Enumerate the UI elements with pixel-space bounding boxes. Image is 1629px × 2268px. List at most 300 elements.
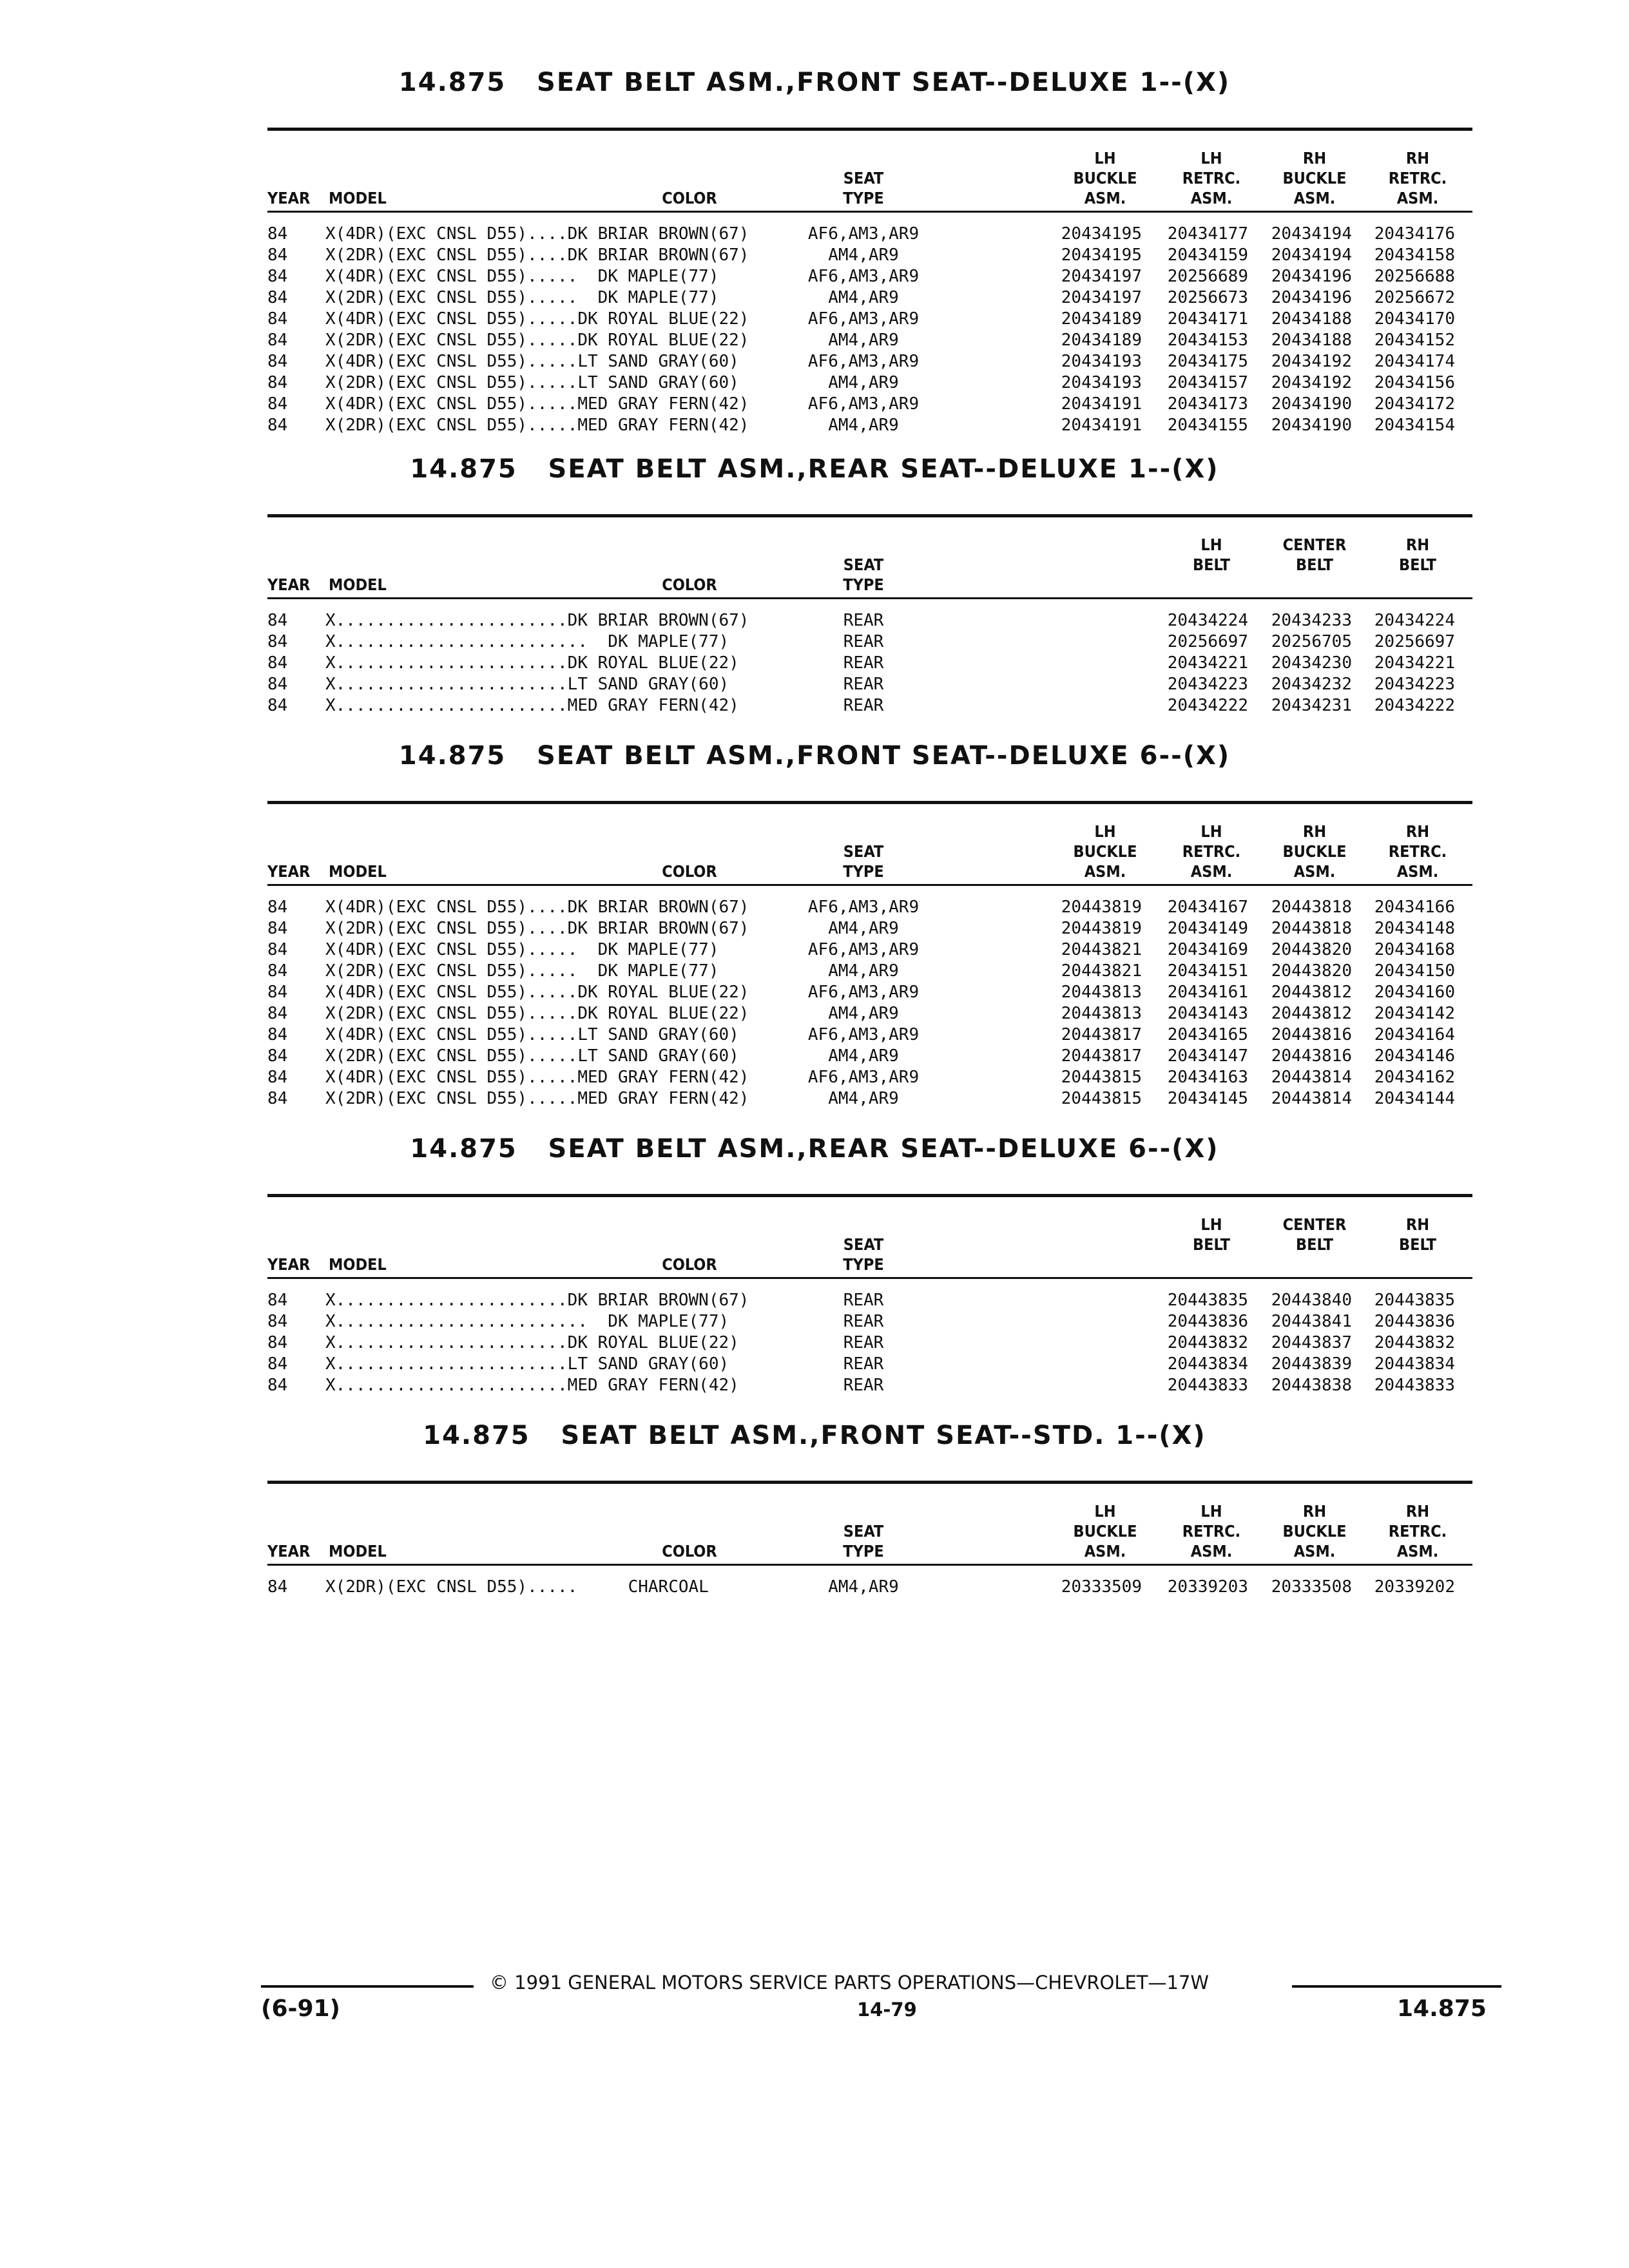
cell-part-2: 20443835 — [1167, 1291, 1248, 1310]
cell-part-1: 20434189 — [1061, 331, 1142, 350]
cell-part-3: 20443818 — [1271, 919, 1352, 938]
cell-part-4: 20434154 — [1374, 416, 1455, 435]
cell-model-color: X.......................DK ROYAL BLUE(22) — [325, 653, 739, 673]
cell-seat-type: AF6,AM3,AR9 — [807, 940, 920, 959]
column-header-year: YEAR — [267, 1255, 311, 1274]
cell-part-2: 20443832 — [1167, 1333, 1248, 1352]
cell-part-4: 20256697 — [1374, 632, 1455, 651]
cell-seat-type: AM4,AR9 — [828, 416, 899, 435]
cell-year: 84 — [267, 1312, 288, 1331]
column-header-color: COLOR — [662, 1542, 717, 1561]
cell-part-2: 20434222 — [1167, 696, 1248, 715]
cell-model-color: X(4DR)(EXC CNSL D55).....DK ROYAL BLUE(22) — [325, 983, 749, 1002]
cell-part-4: 20434223 — [1374, 675, 1455, 694]
cell-year: 84 — [267, 331, 288, 350]
cell-model-color: X(2DR)(EXC CNSL D55).....LT SAND GRAY(60) — [325, 1046, 739, 1066]
cell-part-3: 20434196 — [1271, 267, 1352, 286]
cell-part-4: 20434174 — [1374, 352, 1455, 371]
cell-part-2: 20256689 — [1167, 267, 1248, 286]
table-row — [0, 309, 1629, 330]
cell-seat-type: REAR — [843, 632, 884, 651]
cell-part-4: 20434164 — [1374, 1025, 1455, 1044]
cell-year: 84 — [267, 983, 288, 1002]
cell-part-4: 20434148 — [1374, 919, 1455, 938]
cell-year: 84 — [267, 1046, 288, 1066]
column-header-year: YEAR — [267, 189, 311, 207]
section-title: 14.875 SEAT BELT ASM.,REAR SEAT--DELUXE 1--(X) — [410, 454, 1219, 484]
cell-part-1: 20443815 — [1061, 1089, 1142, 1108]
column-header-rh-buckle: RH BUCKLE ASM. — [1282, 149, 1347, 207]
cell-part-2: 20434151 — [1167, 961, 1248, 981]
cell-part-2: 20434155 — [1167, 416, 1248, 435]
cell-year: 84 — [267, 919, 288, 938]
cell-seat-type: REAR — [843, 696, 884, 715]
cell-seat-type: AM4,AR9 — [828, 373, 899, 392]
table-row — [0, 961, 1629, 982]
footer-date: (6-91) — [261, 1995, 340, 2022]
cell-part-3: 20434233 — [1271, 611, 1352, 630]
column-header-model: MODEL — [329, 1255, 387, 1274]
cell-part-3: 20434188 — [1271, 309, 1352, 329]
cell-seat-type: AF6,AM3,AR9 — [807, 224, 920, 244]
parts-table-body — [0, 1577, 1629, 1598]
cell-year: 84 — [267, 940, 288, 959]
column-header-rh-retractor: RH RETRC. ASM. — [1388, 149, 1447, 207]
column-header-color: COLOR — [662, 862, 717, 881]
cell-part-3: 20443837 — [1271, 1333, 1352, 1352]
column-header-lh-belt: LH BELT — [1192, 1215, 1231, 1254]
table-row — [0, 1577, 1629, 1598]
cell-part-2: 20434153 — [1167, 331, 1248, 350]
cell-part-1: 20443821 — [1061, 940, 1142, 959]
cell-part-4: 20434144 — [1374, 1089, 1455, 1108]
cell-seat-type: AF6,AM3,AR9 — [807, 983, 920, 1002]
table-row — [0, 610, 1629, 631]
table-row — [0, 1088, 1629, 1110]
cell-part-1: 20434195 — [1061, 224, 1142, 244]
cell-part-1: 20443813 — [1061, 983, 1142, 1002]
cell-part-2: 20256697 — [1167, 632, 1248, 651]
table-row — [0, 266, 1629, 287]
cell-year: 84 — [267, 373, 288, 392]
cell-part-3: 20333508 — [1271, 1577, 1352, 1597]
cell-model-color: X.......................DK ROYAL BLUE(22) — [325, 1333, 739, 1352]
cell-seat-type: REAR — [843, 611, 884, 630]
cell-part-4: 20434222 — [1374, 696, 1455, 715]
cell-year: 84 — [267, 416, 288, 435]
section-title: 14.875 SEAT BELT ASM.,FRONT SEAT--STD. 1--(X) — [423, 1421, 1206, 1450]
cell-seat-type: AM4,AR9 — [828, 1046, 899, 1066]
cell-seat-type: AF6,AM3,AR9 — [807, 267, 920, 286]
cell-part-2: 20434157 — [1167, 373, 1248, 392]
footer-rule-left — [261, 1985, 474, 1988]
cell-part-4: 20256672 — [1374, 288, 1455, 307]
cell-part-4: 20339202 — [1374, 1577, 1455, 1597]
cell-part-2: 20434167 — [1167, 898, 1248, 917]
cell-part-3: 20443818 — [1271, 898, 1352, 917]
cell-model-color: X(4DR)(EXC CNSL D55)....DK BRIAR BROWN(67) — [325, 224, 749, 244]
cell-seat-type: AM4,AR9 — [828, 245, 899, 265]
cell-seat-type: AM4,AR9 — [828, 288, 899, 307]
cell-model-color: X(2DR)(EXC CNSL D55)....DK BRIAR BROWN(67) — [325, 919, 749, 938]
cell-part-4: 20434176 — [1374, 224, 1455, 244]
cell-seat-type: AF6,AM3,AR9 — [807, 1025, 920, 1044]
cell-part-2: 20434221 — [1167, 653, 1248, 673]
table-row — [0, 1003, 1629, 1024]
cell-seat-type: AM4,AR9 — [828, 1004, 899, 1023]
column-header-seat-type: SEAT TYPE — [843, 1235, 884, 1274]
cell-part-3: 20443814 — [1271, 1068, 1352, 1087]
cell-model-color: X.......................MED GRAY FERN(42) — [325, 1376, 739, 1395]
column-header-color: COLOR — [662, 575, 717, 594]
table-row — [0, 1332, 1629, 1354]
cell-part-3: 20443814 — [1271, 1089, 1352, 1108]
table-row — [0, 631, 1629, 653]
column-header-color: COLOR — [662, 1255, 717, 1274]
column-header-lh-retractor: LH RETRC. ASM. — [1182, 1502, 1241, 1561]
cell-part-4: 20443833 — [1374, 1376, 1455, 1395]
parts-table-body — [0, 897, 1629, 1110]
header-rule-top — [267, 1194, 1472, 1197]
cell-part-3: 20434188 — [1271, 331, 1352, 350]
header-rule-top — [267, 514, 1472, 517]
table-row — [0, 897, 1629, 918]
cell-part-1: 20443817 — [1061, 1046, 1142, 1066]
cell-year: 84 — [267, 1354, 288, 1374]
header-rule-bottom — [267, 1277, 1472, 1279]
cell-part-4: 20434172 — [1374, 394, 1455, 414]
cell-seat-type: AM4,AR9 — [828, 1089, 899, 1108]
cell-part-3: 20443816 — [1271, 1046, 1352, 1066]
table-row — [0, 674, 1629, 695]
column-header-lh-retractor: LH RETRC. ASM. — [1182, 149, 1241, 207]
cell-part-3: 20434232 — [1271, 675, 1352, 694]
column-header-model: MODEL — [329, 189, 387, 207]
cell-year: 84 — [267, 1376, 288, 1395]
cell-part-1: 20443815 — [1061, 1068, 1142, 1087]
cell-part-4: 20443835 — [1374, 1291, 1455, 1310]
cell-part-2: 20443836 — [1167, 1312, 1248, 1331]
table-row — [0, 653, 1629, 674]
column-header-model: MODEL — [329, 862, 387, 881]
section-title: 14.875 SEAT BELT ASM.,REAR SEAT--DELUXE 6--(X) — [410, 1134, 1219, 1164]
column-header-rh-belt: RH BELT — [1398, 535, 1437, 574]
column-header-lh-buckle: LH BUCKLE ASM. — [1073, 1502, 1137, 1561]
cell-part-4: 20434168 — [1374, 940, 1455, 959]
cell-part-3: 20434192 — [1271, 373, 1352, 392]
cell-year: 84 — [267, 1333, 288, 1352]
cell-part-1: 20434191 — [1061, 416, 1142, 435]
column-header-lh-buckle: LH BUCKLE ASM. — [1073, 822, 1137, 881]
cell-year: 84 — [267, 245, 288, 265]
cell-part-4: 20256688 — [1374, 267, 1455, 286]
cell-seat-type: AF6,AM3,AR9 — [807, 898, 920, 917]
column-header-lh-buckle: LH BUCKLE ASM. — [1073, 149, 1137, 207]
cell-part-2: 20434169 — [1167, 940, 1248, 959]
column-header-lh-belt: LH BELT — [1192, 535, 1231, 574]
cell-year: 84 — [267, 267, 288, 286]
cell-part-3: 20434190 — [1271, 416, 1352, 435]
cell-seat-type: REAR — [843, 653, 884, 673]
cell-model-color: X(4DR)(EXC CNSL D55).....LT SAND GRAY(60) — [325, 352, 739, 371]
cell-part-2: 20434175 — [1167, 352, 1248, 371]
cell-part-2: 20434143 — [1167, 1004, 1248, 1023]
cell-part-4: 20434224 — [1374, 611, 1455, 630]
cell-year: 84 — [267, 352, 288, 371]
cell-model-color: X(2DR)(EXC CNSL D55)..... DK MAPLE(77) — [325, 961, 719, 981]
cell-part-4: 20434160 — [1374, 983, 1455, 1002]
cell-part-3: 20434196 — [1271, 288, 1352, 307]
column-header-model: MODEL — [329, 1542, 387, 1561]
table-row — [0, 695, 1629, 716]
cell-part-3: 20434192 — [1271, 352, 1352, 371]
cell-part-2: 20434161 — [1167, 983, 1248, 1002]
cell-part-4: 20434221 — [1374, 653, 1455, 673]
cell-model-color: X(4DR)(EXC CNSL D55).....DK ROYAL BLUE(22) — [325, 309, 749, 329]
parts-table-body — [0, 1290, 1629, 1396]
table-row — [0, 1354, 1629, 1375]
cell-part-2: 20434171 — [1167, 309, 1248, 329]
cell-model-color: X......................... DK MAPLE(77) — [325, 1312, 729, 1331]
cell-part-4: 20434146 — [1374, 1046, 1455, 1066]
cell-part-3: 20443820 — [1271, 940, 1352, 959]
cell-part-3: 20256705 — [1271, 632, 1352, 651]
table-row — [0, 287, 1629, 309]
cell-part-3: 20443816 — [1271, 1025, 1352, 1044]
table-row — [0, 1067, 1629, 1088]
cell-part-1: 20333509 — [1061, 1577, 1142, 1597]
cell-seat-type: AM4,AR9 — [828, 1577, 899, 1597]
footer-section-number: 14.875 — [1397, 1995, 1487, 2022]
cell-part-4: 20443832 — [1374, 1333, 1455, 1352]
cell-seat-type: AF6,AM3,AR9 — [807, 394, 920, 414]
cell-part-2: 20434147 — [1167, 1046, 1248, 1066]
cell-model-color: X.......................MED GRAY FERN(42) — [325, 696, 739, 715]
table-row — [0, 939, 1629, 961]
cell-part-2: 20434163 — [1167, 1068, 1248, 1087]
column-header-seat-type: SEAT TYPE — [843, 169, 884, 207]
cell-year: 84 — [267, 611, 288, 630]
table-row — [0, 1024, 1629, 1046]
cell-part-2: 20434165 — [1167, 1025, 1248, 1044]
column-header-lh-retractor: LH RETRC. ASM. — [1182, 822, 1241, 881]
cell-part-4: 20434166 — [1374, 898, 1455, 917]
cell-model-color: X(2DR)(EXC CNSL D55).....MED GRAY FERN(42) — [325, 1089, 749, 1108]
footer-copyright: © 1991 GENERAL MOTORS SERVICE PARTS OPERATIONS—CHEVROLET—17W — [490, 1972, 1210, 1994]
cell-model-color: X(2DR)(EXC CNSL D55)..... CHARCOAL — [325, 1577, 709, 1597]
table-row — [0, 982, 1629, 1003]
table-row — [0, 330, 1629, 351]
cell-part-3: 20443840 — [1271, 1291, 1352, 1310]
table-row — [0, 918, 1629, 939]
cell-year: 84 — [267, 696, 288, 715]
column-header-rh-retractor: RH RETRC. ASM. — [1388, 1502, 1447, 1561]
cell-part-2: 20434177 — [1167, 224, 1248, 244]
table-row — [0, 1046, 1629, 1067]
cell-seat-type: AF6,AM3,AR9 — [807, 1068, 920, 1087]
parts-table-body — [0, 610, 1629, 716]
cell-year: 84 — [267, 1068, 288, 1087]
cell-part-3: 20443820 — [1271, 961, 1352, 981]
cell-part-2: 20443834 — [1167, 1354, 1248, 1374]
cell-part-2: 20434145 — [1167, 1089, 1248, 1108]
cell-model-color: X(2DR)(EXC CNSL D55).....MED GRAY FERN(42) — [325, 416, 749, 435]
cell-part-4: 20434158 — [1374, 245, 1455, 265]
header-rule-bottom — [267, 211, 1472, 213]
cell-part-3: 20443812 — [1271, 1004, 1352, 1023]
cell-model-color: X.......................LT SAND GRAY(60) — [325, 1354, 729, 1374]
cell-part-1: 20434191 — [1061, 394, 1142, 414]
column-header-rh-buckle: RH BUCKLE ASM. — [1282, 822, 1347, 881]
cell-model-color: X(4DR)(EXC CNSL D55).....MED GRAY FERN(42) — [325, 1068, 749, 1087]
cell-model-color: X(4DR)(EXC CNSL D55)..... DK MAPLE(77) — [325, 940, 719, 959]
column-header-seat-type: SEAT TYPE — [843, 555, 884, 594]
cell-part-4: 20434162 — [1374, 1068, 1455, 1087]
cell-year: 84 — [267, 653, 288, 673]
cell-part-1: 20434195 — [1061, 245, 1142, 265]
cell-year: 84 — [267, 675, 288, 694]
header-rule-bottom — [267, 1564, 1472, 1566]
cell-part-3: 20434194 — [1271, 245, 1352, 265]
cell-model-color: X(2DR)(EXC CNSL D55).....LT SAND GRAY(60) — [325, 373, 739, 392]
column-header-rh-buckle: RH BUCKLE ASM. — [1282, 1502, 1347, 1561]
cell-part-4: 20443836 — [1374, 1312, 1455, 1331]
cell-model-color: X(2DR)(EXC CNSL D55)..... DK MAPLE(77) — [325, 288, 719, 307]
cell-part-1: 20434193 — [1061, 352, 1142, 371]
cell-seat-type: REAR — [843, 675, 884, 694]
cell-model-color: X(4DR)(EXC CNSL D55).....LT SAND GRAY(60) — [325, 1025, 739, 1044]
footer-rule-right — [1292, 1985, 1501, 1988]
cell-model-color: X(2DR)(EXC CNSL D55).....DK ROYAL BLUE(22) — [325, 331, 749, 350]
column-header-color: COLOR — [662, 189, 717, 207]
footer-page-number: 14-79 — [857, 1999, 917, 2021]
cell-part-3: 20443838 — [1271, 1376, 1352, 1395]
cell-part-2: 20256673 — [1167, 288, 1248, 307]
cell-model-color: X(4DR)(EXC CNSL D55).....MED GRAY FERN(42) — [325, 394, 749, 414]
column-header-rh-retractor: RH RETRC. ASM. — [1388, 822, 1447, 881]
table-row — [0, 394, 1629, 415]
cell-seat-type: REAR — [843, 1354, 884, 1374]
cell-part-2: 20434149 — [1167, 919, 1248, 938]
cell-seat-type: REAR — [843, 1333, 884, 1352]
cell-year: 84 — [267, 1004, 288, 1023]
cell-model-color: X(2DR)(EXC CNSL D55)....DK BRIAR BROWN(67) — [325, 245, 749, 265]
cell-seat-type: REAR — [843, 1291, 884, 1310]
cell-model-color: X(4DR)(EXC CNSL D55)..... DK MAPLE(77) — [325, 267, 719, 286]
cell-year: 84 — [267, 288, 288, 307]
column-header-year: YEAR — [267, 862, 311, 881]
cell-part-4: 20434170 — [1374, 309, 1455, 329]
cell-part-1: 20443813 — [1061, 1004, 1142, 1023]
cell-year: 84 — [267, 961, 288, 981]
column-header-seat-type: SEAT TYPE — [843, 1522, 884, 1561]
cell-part-1: 20434193 — [1061, 373, 1142, 392]
header-rule-bottom — [267, 597, 1472, 599]
cell-part-2: 20339203 — [1167, 1577, 1248, 1597]
column-header-rh-belt: RH BELT — [1398, 1215, 1437, 1254]
cell-part-4: 20443834 — [1374, 1354, 1455, 1374]
cell-year: 84 — [267, 898, 288, 917]
column-header-seat-type: SEAT TYPE — [843, 842, 884, 881]
cell-model-color: X(2DR)(EXC CNSL D55).....DK ROYAL BLUE(22) — [325, 1004, 749, 1023]
cell-part-4: 20434142 — [1374, 1004, 1455, 1023]
cell-part-2: 20434223 — [1167, 675, 1248, 694]
column-header-center-belt: CENTER BELT — [1282, 1215, 1347, 1254]
cell-part-3: 20434194 — [1271, 224, 1352, 244]
header-rule-top — [267, 128, 1472, 131]
cell-model-color: X......................... DK MAPLE(77) — [325, 632, 729, 651]
cell-year: 84 — [267, 1577, 288, 1597]
cell-year: 84 — [267, 632, 288, 651]
cell-year: 84 — [267, 309, 288, 329]
cell-seat-type: REAR — [843, 1312, 884, 1331]
cell-part-3: 20434231 — [1271, 696, 1352, 715]
table-row — [0, 245, 1629, 266]
cell-part-2: 20434159 — [1167, 245, 1248, 265]
column-header-model: MODEL — [329, 575, 387, 594]
cell-seat-type: AF6,AM3,AR9 — [807, 352, 920, 371]
cell-part-4: 20434152 — [1374, 331, 1455, 350]
table-row — [0, 1311, 1629, 1332]
cell-seat-type: AM4,AR9 — [828, 331, 899, 350]
table-row — [0, 415, 1629, 436]
cell-part-1: 20443819 — [1061, 898, 1142, 917]
cell-part-3: 20443839 — [1271, 1354, 1352, 1374]
header-rule-top — [267, 801, 1472, 804]
cell-year: 84 — [267, 394, 288, 414]
table-row — [0, 1375, 1629, 1396]
cell-year: 84 — [267, 224, 288, 244]
section-title: 14.875 SEAT BELT ASM.,FRONT SEAT--DELUXE 1--(X) — [398, 68, 1231, 97]
cell-part-3: 20443841 — [1271, 1312, 1352, 1331]
cell-year: 84 — [267, 1291, 288, 1310]
table-row — [0, 224, 1629, 245]
cell-year: 84 — [267, 1089, 288, 1108]
cell-part-1: 20443819 — [1061, 919, 1142, 938]
cell-seat-type: AM4,AR9 — [828, 919, 899, 938]
cell-part-1: 20443821 — [1061, 961, 1142, 981]
table-row — [0, 372, 1629, 394]
cell-part-2: 20434173 — [1167, 394, 1248, 414]
cell-part-2: 20434224 — [1167, 611, 1248, 630]
cell-part-1: 20443817 — [1061, 1025, 1142, 1044]
cell-seat-type: REAR — [843, 1376, 884, 1395]
section-title: 14.875 SEAT BELT ASM.,FRONT SEAT--DELUXE 6--(X) — [398, 741, 1231, 771]
header-rule-bottom — [267, 884, 1472, 886]
cell-part-1: 20434197 — [1061, 288, 1142, 307]
cell-part-3: 20434230 — [1271, 653, 1352, 673]
cell-part-3: 20434190 — [1271, 394, 1352, 414]
column-header-year: YEAR — [267, 575, 311, 594]
table-row — [0, 351, 1629, 372]
header-rule-top — [267, 1481, 1472, 1484]
cell-model-color: X.......................DK BRIAR BROWN(67) — [325, 611, 749, 630]
cell-part-2: 20443833 — [1167, 1376, 1248, 1395]
column-header-year: YEAR — [267, 1542, 311, 1561]
cell-part-1: 20434197 — [1061, 267, 1142, 286]
parts-table-body — [0, 224, 1629, 436]
table-row — [0, 1290, 1629, 1311]
cell-model-color: X.......................DK BRIAR BROWN(67) — [325, 1291, 749, 1310]
cell-part-1: 20434189 — [1061, 309, 1142, 329]
cell-model-color: X.......................LT SAND GRAY(60) — [325, 675, 729, 694]
cell-part-3: 20443812 — [1271, 983, 1352, 1002]
cell-part-4: 20434150 — [1374, 961, 1455, 981]
column-header-center-belt: CENTER BELT — [1282, 535, 1347, 574]
cell-year: 84 — [267, 1025, 288, 1044]
cell-part-4: 20434156 — [1374, 373, 1455, 392]
cell-seat-type: AM4,AR9 — [828, 961, 899, 981]
